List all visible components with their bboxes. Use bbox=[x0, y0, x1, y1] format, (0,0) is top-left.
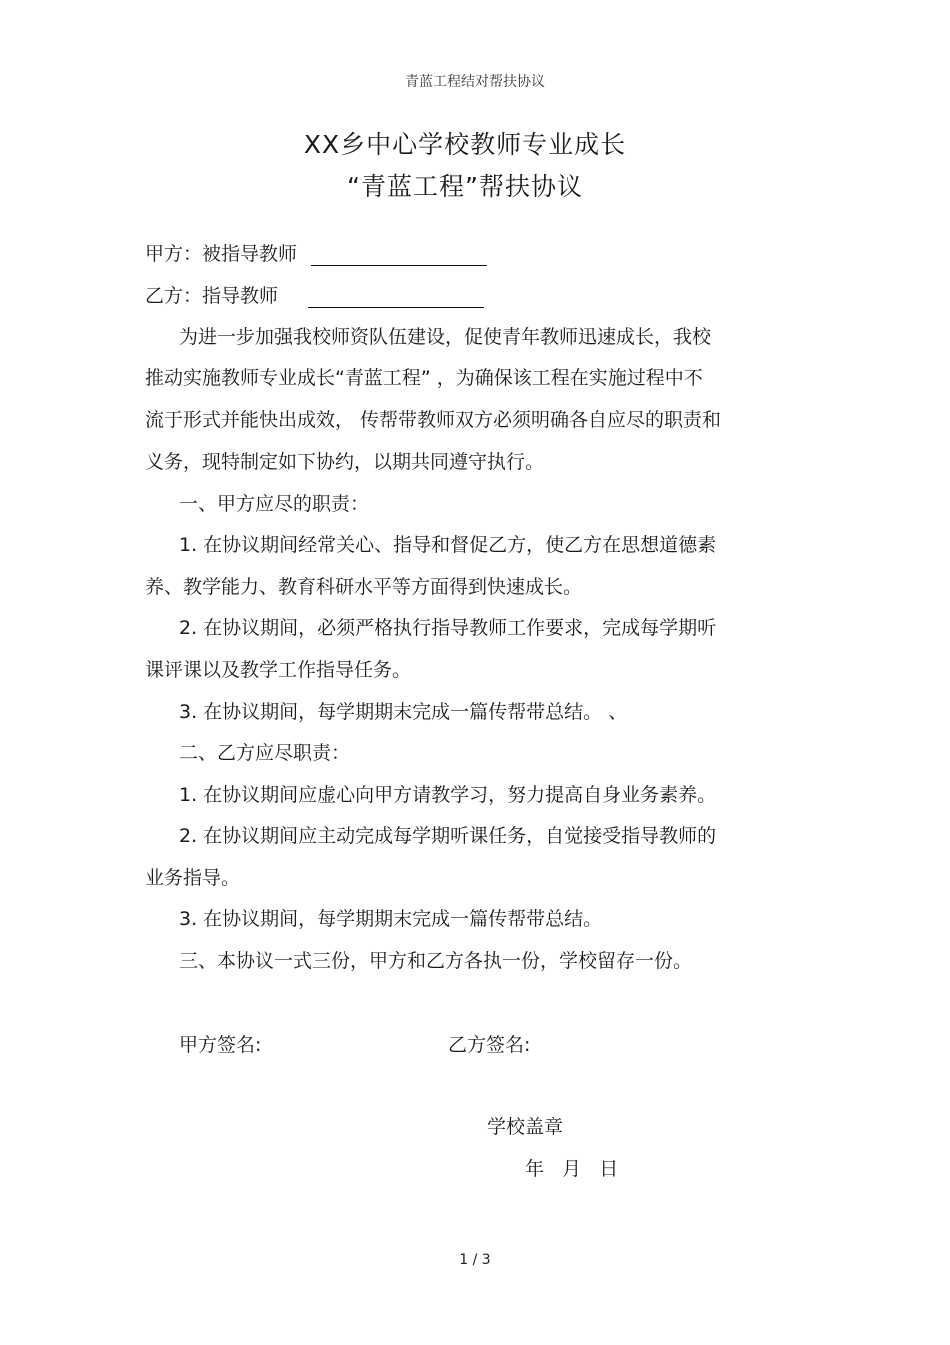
party-b-signature-label: 乙方签名: bbox=[448, 1034, 531, 1056]
party-b-label: 乙方：指导教师 bbox=[145, 285, 279, 307]
section-2-item-3: 3. 在协议期间，每学期期末完成一篇传帮带总结。 bbox=[179, 908, 603, 930]
section-3: 三、本协议一式三份，甲方和乙方各执一份，学校留存一份。 bbox=[179, 950, 693, 972]
running-header: 青蓝工程结对帮扶协议 bbox=[405, 74, 545, 90]
section-2-item-2: 2. 在协议期间应主动完成每学期听课任务，自觉接受指导教师的 bbox=[179, 825, 717, 847]
document-title-line-2: “青蓝工程”帮扶协议 bbox=[347, 172, 583, 201]
section-1-item-3: 3. 在协议期间，每学期期末完成一篇传帮带总结。 、 bbox=[179, 701, 628, 723]
party-b-row bbox=[145, 281, 484, 308]
party-b-blank bbox=[308, 285, 484, 308]
section-1-item-2-cont: 课评课以及教学工作指导任务。 bbox=[145, 659, 412, 681]
section-1-heading: 一、甲方应尽的职责： bbox=[179, 493, 370, 515]
section-2-item-2-cont: 业务指导。 bbox=[145, 867, 241, 889]
party-a-signature-label: 甲方签名: bbox=[179, 1034, 262, 1056]
section-1-item-2: 2. 在协议期间，必须严格执行指导教师工作要求，完成每学期听 bbox=[179, 617, 717, 639]
intro-line: 为进一步加强我校师资队伍建设，促使青年教师迅速成长，我校 bbox=[179, 326, 712, 348]
intro-line: 流于形式并能快出成效， 传帮带教师双方必须明确各自应尽的职责和 bbox=[145, 409, 722, 431]
intro-line: 推动实施教师专业成长“青蓝工程” ，为确保该工程在实施过程中不 bbox=[145, 367, 703, 389]
party-a-blank bbox=[311, 243, 487, 266]
party-a-row bbox=[145, 239, 487, 266]
page-number: 1 / 3 bbox=[459, 1252, 491, 1268]
section-1-item-1-cont: 养、教学能力、教育科研水平等方面得到快速成长。 bbox=[145, 576, 583, 598]
school-seal-label: 学校盖章 bbox=[487, 1116, 564, 1138]
intro-line: 义务，现特制定如下协约，以期共同遵守执行。 bbox=[145, 451, 545, 473]
date-label: 年 月 日 bbox=[525, 1158, 619, 1180]
party-a-label: 甲方：被指导教师 bbox=[145, 243, 298, 265]
document-title-line-1: XX乡中心学校教师专业成长 bbox=[303, 130, 627, 159]
section-1-item-1: 1. 在协议期间经常关心、指导和督促乙方，使乙方在思想道德素 bbox=[179, 534, 717, 556]
section-2-heading: 二、乙方应尽职责： bbox=[179, 742, 351, 764]
section-2-item-1: 1. 在协议期间应虚心向甲方请教学习，努力提高自身业务素养。 bbox=[179, 784, 717, 806]
